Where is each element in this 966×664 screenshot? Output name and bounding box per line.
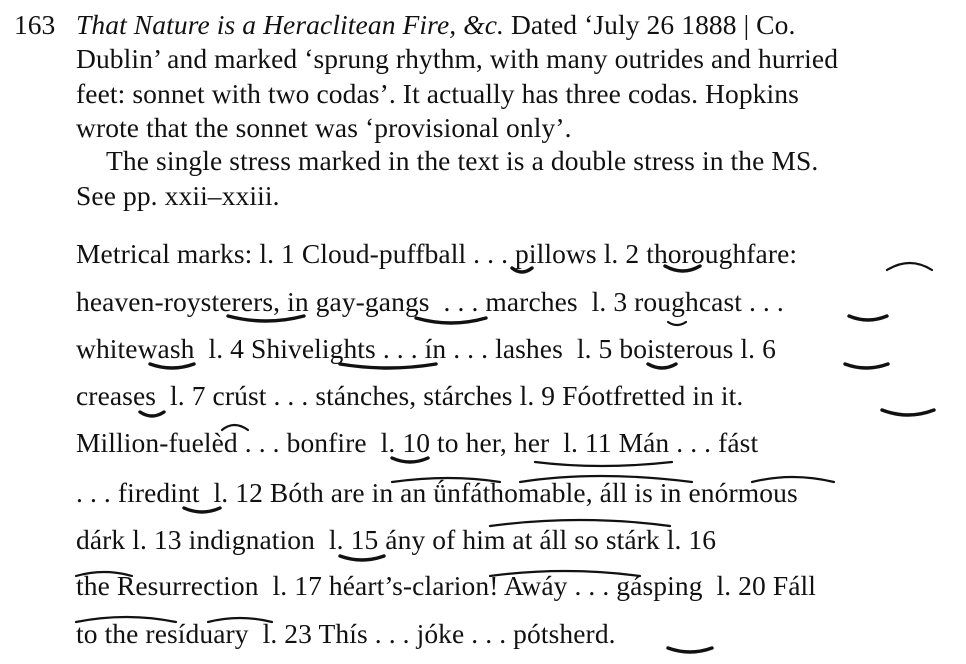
- metrical-line-4: creases l. 7 crúst . . . stánches, stárches l. 9 Fóotfretted in it.: [76, 380, 744, 411]
- metrical-line-2: heaven-roysterers, in gay-gangs . . . marches l. 3 roughcast . . .: [76, 286, 784, 317]
- note-number: 163: [14, 9, 56, 40]
- metrical-line-1: Metrical marks: l. 1 Cloud-puffball . . . pillows l. 2 thoroughfare:: [76, 238, 798, 269]
- note-line-3: feet: sonnet with two codas’. It actually has three codas. Hopkins: [76, 78, 799, 109]
- note-first-line: [76, 8, 795, 42]
- metrical-mark: [668, 322, 686, 325]
- metrical-mark: [887, 263, 932, 270]
- metrical-line-6: . . . firedint l. 12 Bóth are in an ǘnfáthomable, áll is in enórmous: [76, 477, 798, 508]
- note-line-4: wrote that the sonnet was ‘provisional only’.: [76, 112, 572, 143]
- metrical-mark: [535, 462, 672, 466]
- metrical-mark: [845, 364, 888, 368]
- note-line-2: Dublin’ and marked ‘sprung rhythm, with many outrides and hurried: [76, 43, 839, 74]
- metrical-line-9: to the resíduary l. 23 Thís . . . jóke . . . pótsherd.: [76, 618, 616, 649]
- poem-title: That Nature is a Heraclitean Fire, &c.: [76, 9, 504, 40]
- metrical-line-8: the Resurrection l. 17 héart’s-clarion! Awáy . . . gásping l. 20 Fáll: [76, 570, 817, 601]
- ms-note-line-2: See pp. xxii–xxiii.: [76, 180, 280, 211]
- ms-note-line-1: The single stress marked in the text is a double stress in the MS.: [106, 145, 819, 176]
- note-line-1: Dated ‘July 26 1888 | Co.: [503, 9, 796, 40]
- metrical-mark: [882, 410, 934, 415]
- metrical-mark: [849, 316, 887, 320]
- metrical-mark: [668, 648, 712, 652]
- metrical-line-7: dárk l. 13 indignation l. 15 ány of him at áll so stárk l. 16: [76, 524, 717, 555]
- metrical-line-3: whitewash l. 4 Shivelights . . . ín . . . lashes l. 5 boisterous l. 6: [76, 333, 776, 364]
- metrical-line-5: Million-fuelèd . . . bonfire l. 10 to her, her l. 11 Mán . . . fást: [76, 427, 759, 458]
